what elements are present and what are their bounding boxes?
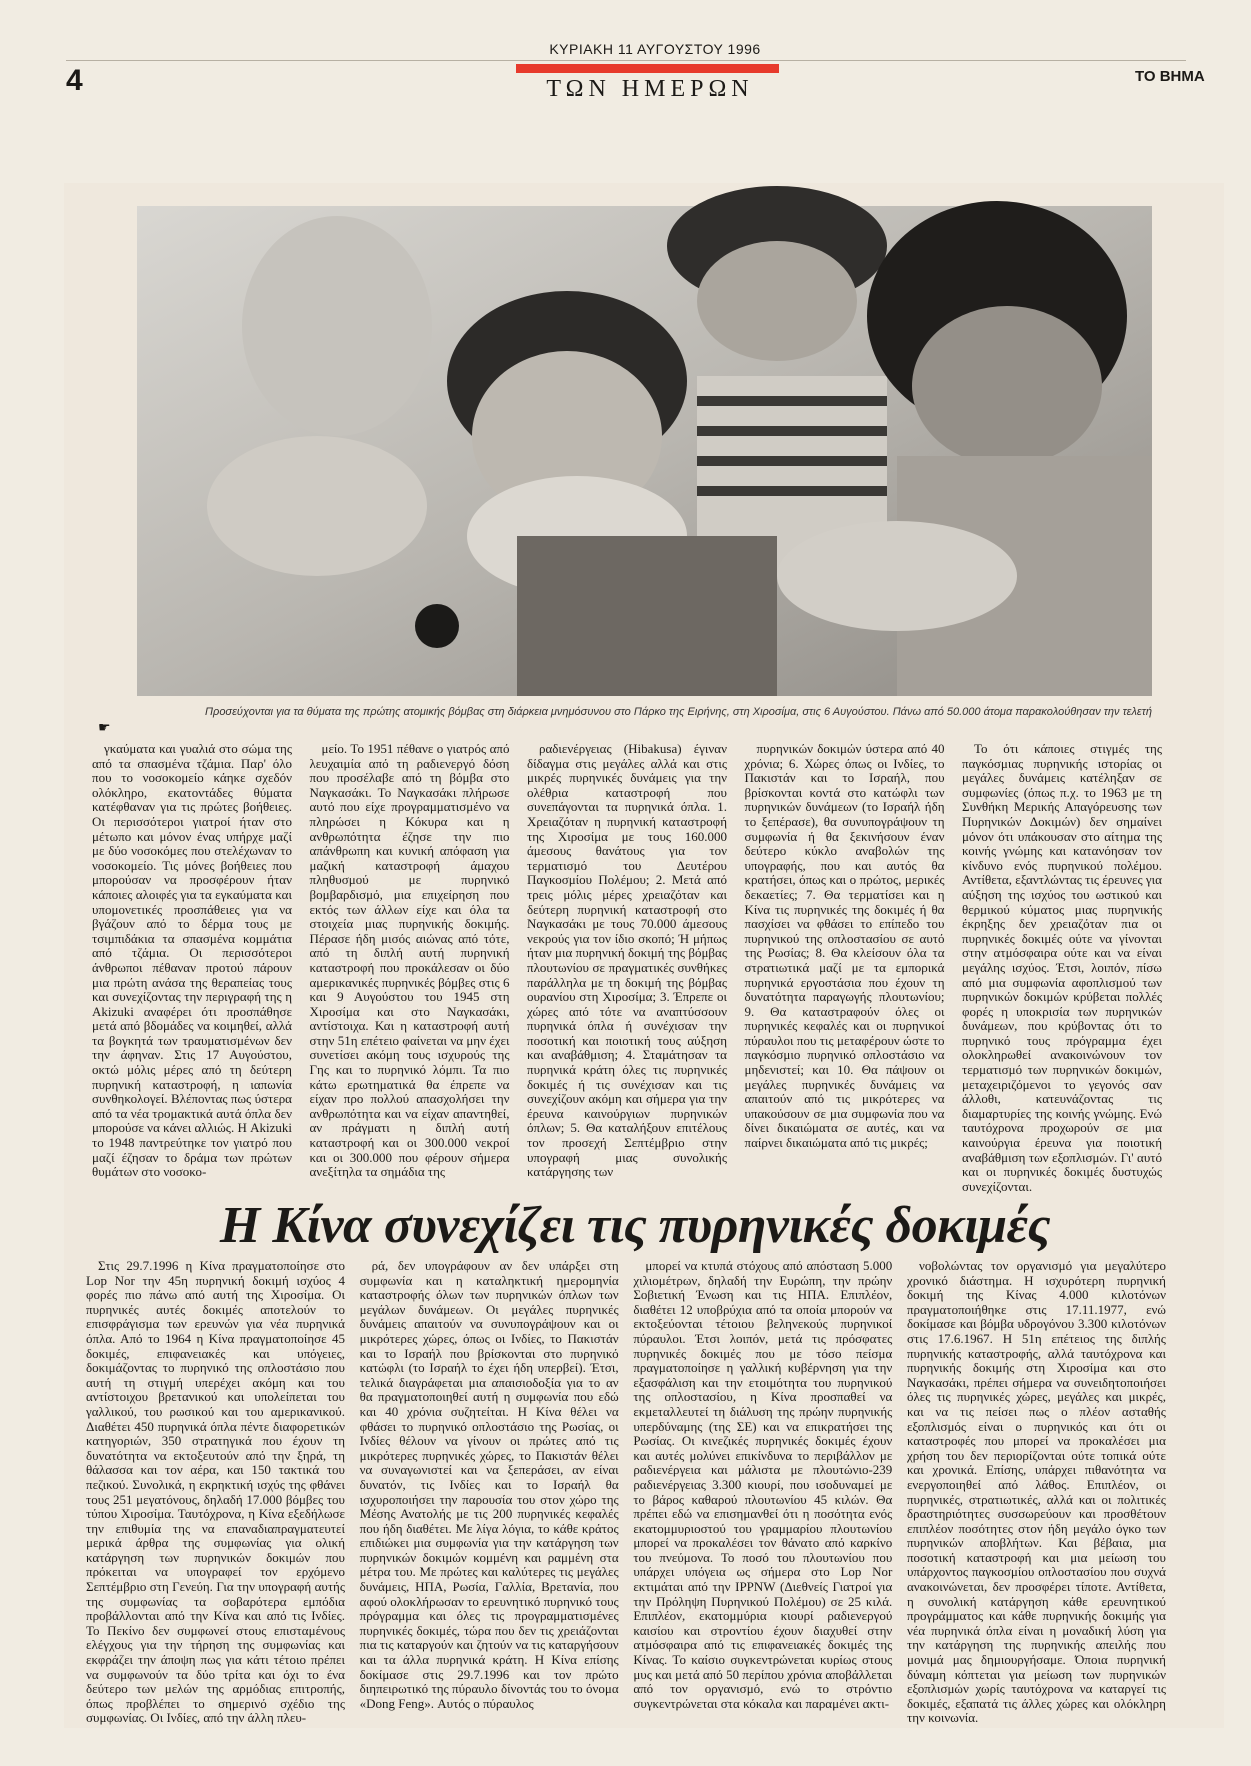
bottom-article-column [360,1259,619,1719]
column-text: γκαύματα και γυαλιά στο σώμα της από τα σπασμένα τζάμια. Παρ' όλο που το νοσοκομείο κάηκε σχεδόν ολόκληρο, εκατοντάδες θύματα κατέφθαναν για τις πρώτες βοήθειες. Οι περισσότεροι γιατροί ήταν στο μέτωπο και μόνον ένας υπήρχε μαζί με δύο νοσοκόμες που στελέχωναν το νοσοκομείο. Τις μόνες βοήθειες που μπορούσαν να προσφέρουν ήταν κάποιες αλοιφές για τα εγκαύματα και υπομονετικές προσπάθειες για να βγάζουν από το δέρμα τους με τσιμπιδάκια τα σπασμένα κομμάτια από τζάμια. Οι περισσότεροι άνθρωποι πέθαναν προτού πάρουν μια πρώτη ανάσα της θεραπείας τους και συνεχίζοντας την περιγραφή της η Akizuki αναφέρει ότι προσπάθησε μετά από βδομάδες να κοιμηθεί, αλλά τα βογκητά των τραυματισμένων δεν την άφηναν. Στις 17 Αυγούστου, οκτώ μόλις μέρες από τη δεύτερη πυρηνική καταστροφή, η ιαπωνία συνθηκολογεί. Βλέποντας πως ύστερα από τα νέα τρομακτικά αυτά όπλα δεν μπορούσε να κάνει αλλιώς. Η Akizuki το 1948 παντρεύτηκε τον γιατρό που μαζί έζησαν το δράμα των πρώτων θυμάτων στο νοσοκο- [92,741,292,1180]
issue-date: ΚΥΡΙΑΚΗ 11 ΑΥΓΟΥΣΤΟΥ 1996 [549,41,761,57]
top-article-column [527,742,727,1182]
column-text: Στις 29.7.1996 η Κίνα πραγματοποίησε στο Lop Nor την 45η πυρηνική δοκιμή ισχύος 4 φορές πιο πάνω από αυτή της Χιροσίμα. Οι πυρηνικές αυτές δοκιμές αποτελούν το επισφράγισμα των ερευνών για νέα πυρηνικά όπλα. Από το 1964 η Κίνα πραγματοποίησε 45 δοκιμές, επιφανειακές και υπόγειες, δοκιμάζοντας το πυρηνικό της οπλοστάσιο που αυτή τη στιγμή υπερέχει ακόμη και του αντίστοιχου βρετανικού και υπολείπεται του γαλλικού, του ρωσικού και του αμερικανικού. Διαθέτει 450 πυρηνικά όπλα πέντε διαφορετικών κατηγοριών, 350 στρατηγικά που έχουν τη δυνατότητα να εκτοξευτούν από την ξηρά, τη θάλασσα και τον αέρα, και 150 τακτικά του πεζικού. Συνολικά, η εκρηκτική ισχύς της φθάνει τους 251 μεγατόνους, δηλαδή 17.000 βόμβες του τύπου Χιροσίμα. Ταυτόχρονα, η Κίνα εξεδήλωσε την επιθυμία της να επαναδιαπραγματευτεί μερικά άρθρα της συμφωνίας για ολική κατάργηση των πυρηνικών δοκιμών που πρόκειται να υπογραφεί τον ερχόμενο Σεπτέμβριο στη Γενεύη. Για την υπογραφή αυτής της συμφωνίας τα σοβαρότερα εμπόδια προβάλλονται από την Κίνα και από τις Ινδίες. Το Πεκίνο δεν συμφωνεί στους επισταμένους ελέγχους για την τήρηση της συμφωνίας και εκφράζει την άποψη πως για κάτι τέτοιο πρέπει να συμφωνούν τα δύο τρίτα και όχι το ένα δεύτερο των μελών της αρμόδιας επιτροπής, όπως προβλέπει το σημερινό σχέδιο της συμφωνίας. Οι Ινδίες, από την άλλη πλευ- [86,1258,345,1726]
newspaper-logo: ΤΟ ΒΗΜΑ [1135,68,1205,85]
top-article [92,741,1162,1194]
top-article-column [962,741,1162,1194]
red-accent-bar [516,64,779,73]
photo-caption: Προσεύχονται για τα θύματα της πρώτης ατομικής βόμβας στη διάρκεια μνημόσυνου στο Πάρκο της Ειρήνης, στη Χιροσίμα, στις 6 Αυγούστου. Πάνω από 50.000 άτομα παρακολούθησαν την τελετή [205,706,1152,718]
masthead [0,0,1251,110]
column-text: νοβολώντας τον οργανισμό για μεγαλύτερο χρονικό διάστημα. Η ισχυρότερη πυρηνική δοκιμή της Κίνας 4.000 κιλοτόνων πραγματοποιήθηκε στις 17.11.1977, ενώ δοκίμασε και βόμβα υδρογόνου 3.300 κιλοτόνων στις 17.6.1967. Η 51η επέτειος της διπλής πυρηνικής καταστροφής, αλλά ταυτόχρονα και πυρηνικής δοκιμής στη Χιροσίμα και στο Ναγκασάκι, πρέπει σήμερα να συνειδητοποιήσει όλες τις πυρηνικές χώρες, μεγάλες και μικρές, και να τις πείσει πως ο πλέον ασταθής εξοπλισμός είναι ο πυρηνικός και ότι οι καταστροφές που μπορεί να προκαλέσει μια χρήση του δεν περιορίζονται ούτε τοπικά ούτε και χρονικά. Επίσης, υπάρχει πιθανότητα να ενεργοποιηθεί από λάθος. Επιπλέον, οι πυρηνικές, στρατιωτικές, αλλά και οι πολιτικές δραστηριότητες συσσωρεύουν και προσθέτουν επιπλέον ποσότητες στον ήδη μεγάλο όγκο των πυρηνικών αποβλήτων. Και βέβαια, μια ποσοτική καταστροφή και μια μείωση του υπάρχοντος παγκοσμίου οπλοστασίου που συχνά ανακοινώνεται, δεν προσφέρει τίποτε. Αντίθετα, η συνολική κατάργηση κάθε ερευνητικού προγράμματος και κάθε πυρηνικής δοκιμής για νέα πυρηνικά όπλα είναι η μοναδική λύση για την κατάργηση της πυρηνικής απειλής που μονιμά μας δημιουργήσαμε. Όποια πυρηνική δύναμη κόπτεται για μείωση των πυρηνικών εξοπλισμών χωρίς ταυτόχρονα να καταργεί τις δοκιμές, εξαπατά τις άλλες χώρες και ολόκληρη την κοινωνία. [906,1258,1166,1726]
column-text: πυρηνικών δοκιμών ύστερα από 40 χρόνια; 6. Χώρες όπως οι Ινδίες, το Πακιστάν και το Ισραήλ, που βρίσκονται κοντά στο κατώφλι των πυρηνικών δυνάμεων (το Ισραήλ ήδη το ξεπέρασε), θα συνυπογράψουν τη συμφωνία ή θα ξεκινήσουν έναν δεύτερο κύκλο αναβολών της υπογραφής, που και αυτός θα κρατήσει, όπως και ο πρώτος, μερικές δεκαετίες; 7. Θα τερματίσει και η Κίνα τις πυρηνικές της δοκιμές ή θα πασχίσει να φθάσει το επίπεδο του πυρηνικού της οπλοστασίου σε αυτό της Ρωσίας; 8. Θα κλείσουν όλα τα στρατιωτικά μαζί με τα εμπορικά πυρηνικά εργοστάσια που έχουν τη δυνατότητα παραγωγής πλουτωνίου; 9. Θα καταστραφούν όλες οι πυρηνικές κεφαλές και οι πυρηνικοί πύραυλοι που τις μεταφέρουν ώστε το παγκόσμιο πυρηνικό οπλοστάσιο να μηδενιστεί; και 10. Θα πάψουν οι μεγάλες πυρηνικές δυνάμεις να απαιτούν από τις μικρότερες να υπακούσουν σε μια συμφωνία που να δίνει δικαιώματα σε αυτές, και να παίρνει δικαιώματα από τις μικρές; [744,741,945,1151]
bottom-article-column [86,1258,345,1726]
praying-crowd-photo [137,206,1152,696]
column-text: μπορεί να κτυπά στόχους από απόσταση 5.000 χιλιομέτρων, δηλαδή την Ευρώπη, την πρώην Σοβιετική Ένωση και τις ΗΠΑ. Επιπλέον, διαθέτει 12 υποβρύχια από τα οποία μπορούν να εκτοξεύονται τέτοιου βεληνεκούς πυρηνικοί πύραυλοι. Έτσι λοιπόν, μετά τις πρόσφατες πυρηνικές δοκιμές που με τόσο πείσμα πραγματοποίησε η γαλλική κυβέρνηση για την εξασφάλιση και την ετοιμότητα του πυρηνικού της οπλοστασίου, η Κίνα προσπαθεί να εκμεταλλευτεί τη διάλυση της πρώην πυρηνικής υπερδύναμης (της ΣΕ) και να επικρατήσει της Ρωσίας. Οι κινεζικές πυρηνικές δοκιμές έχουν και αυτές μολύνει επικίνδυνα το περιβάλλον με ραδιενέργεια και μάλιστα με πλουτώνιο-239 ραδιενέργειας 3.300 κιουρί, που ισοδυναμεί με το βάρος καθαρού πλουτωνίου 45 κιλών. Θα πρέπει εδώ να επισημανθεί ότι η ποσότητα ενός εκατομμυριοστού του γραμμαρίου πλουτωνίου μπορεί να προκαλέσει τον θάνατο από καρκίνο του πνεύμονα. Το ποσό του πλουτωνίου που υπάρχει υπόγεια ως σήμερα στο Lop Nor εκτιμάται από την IPPNW (Διεθνείς Γιατροί για την Πρόληψη Πυρηνικού Πολέμου) σε 25 κιλά. Επιπλέον, εκατομμύρια κιουρί ραδιενεργού καισίου και στροντίου έχουν διαχυθεί στην ατμόσφαιρα από τις επιφανειακές δοκιμές της Κίνας. Το καίσιο συγκεντρώνεται κυρίως στους μυς και μετά από 50 περίπου χρόνια αποβάλλεται από τον οργανισμό, ενώ το στρόντιο συγκεντρώνεται στα κόκαλα και παραμένει ακτι- [633,1258,893,1711]
news-photo [137,206,1152,696]
caption-bullet: ☛ [98,721,111,736]
top-article-column [310,742,510,1182]
column-text: ραδιενέργειας (Hibakusa) έγιναν δίδαγμα στις μεγάλες αλλά και στις μικρές πυρηνικές δυνάμεις για την ολέθρια καταστροφή που συνεπάγονται τα πυρηνικά όπλα. 1. Χρειαζόταν η πυρηνική καταστροφή της Χιροσίμα με τους 160.000 άμεσους θανάτους για τον τερματισμό του Δευτέρου Παγκοσμίου Πολέμου; 2. Μετά από τρεις μόλις μέρες χρειαζόταν και δεύτερη πυρηνική καταστροφή στο Ναγκασάκι με τους 70.000 άμεσους νεκρούς για τον ίδιο σκοπό; Ή μήπως ήταν μια πυρηνική δοκιμή της βόμβας πλουτωνίου σε πραγματικές συνθήκες παράλληλα με τη δοκιμή της βόμβας ουρανίου στη Χιροσίμα; 3. Έπρεπε οι χώρες από τότε να αναπτύσσουν πυρηνικά όπλα ή συνέχισαν την ποσοτική και ποιοτική τους αύξηση και αναβάθμιση; 4. Σταμάτησαν τα πυρηνικά κράτη όλες τις πυρηνικές δοκιμές ή τις συνέχισαν και τις συνεχίζουν ακόμη και σήμερα για την έρευνα καινούργιων πυρηνικών όπλων; 5. Θα καταλήξουν επιτέλους τον προσεχή Σεπτέμβριο στην υπογραφή μιας συνολικής κατάργησης των [527,741,727,1180]
bottom-article-column [633,1259,892,1719]
article-headline: Η Κίνα συνεχίζει τις πυρηνικές δοκιμές [219,1197,1051,1254]
section-title: ΤΩΝ ΗΜΕΡΩΝ [546,76,754,102]
bottom-article [86,1258,1166,1726]
column-text: ρά, δεν υπογράφουν αν δεν υπάρξει στη συμφωνία και η καταληκτική ημερομηνία καταστροφής όλων των πυρηνικών όπλων των μεγάλων δυνάμεων. Οι μεγάλες πυρηνικές δυνάμεις απαιτούν να συνυπογράψουν και οι μικρότερες χώρες, όπως οι Ινδίες, το Πακιστάν και το Ισραήλ που βρίσκονται στο πυρηνικό κατώφλι (το Ισραήλ το έχει ήδη υπερβεί). Έτσι, τελικά διαγράφεται μια απαισιοδοξία για το αν θα πραγματοποιηθεί αυτή η συμφωνία που εδώ και 40 χρόνια συζητείται. Η Κίνα θέλει να φθάσει το πυρηνικό οπλοστάσιο της Ρωσίας, οι Ινδίες θέλουν να γίνουν οι πρώτες από τις μικρότερες πυρηνικές χώρες, το Πακιστάν θέλει να συναγωνιστεί και να ξεπεράσει, αν είναι δυνατόν, τις Ινδίες και το Ισραήλ θα ισχυροποιήσει την παρουσία του στον χώρο της Μέσης Ανατολής με τις 200 πυρηνικές κεφαλές που ήδη διαθέτει. Με λίγα λόγια, το κάθε κράτος επιδιώκει μια συμφωνία για την κατάργηση των πυρηνικών δοκιμών κομμένη και ραμμένη στα μέτρα του. Με πρώτες και καλύτερες τις μεγάλες δυνάμεις, ΗΠΑ, Ρωσία, Γαλλία, Βρετανία, που αφού ολοκλήρωσαν το ερευνητικό πυρηνικό τους πρόγραμμα και όλες τις προγραμματισμένες πυρηνικές δοκιμές, τώρα που δεν τις χρειάζονται πια τις καταργούν και ζητούν να τις καταργήσουν και τα άλλα πυρηνικά κράτη. Η Κίνα επίσης δοκίμασε στις 29.7.1996 και τον πρώτο διηπειρωτικό της πύραυλο δίνοντάς του το όνομα «Dong Feng». Αυτός ο πύραυλος [359,1258,619,1711]
page-number: 4 [66,64,83,97]
top-article-column [92,742,292,1182]
masthead-rule [66,60,1186,61]
column-text: μείο. Το 1951 πέθανε ο γιατρός από λευχαιμία από τη ραδιενεργό δόση που προσέλαβε από τη βόμβα στο Ναγκασάκι. Το Ναγκασάκι πλήρωσε αυτό που είχε προγραμματισμένο να πληρώσει η Κόκυρα και η ανθρωπότητα έζησε την πιο απάνθρωπη και κυνική απόφαση για μαζική καταστροφή άμαχου πληθυσμού με πυρηνικό βομβαρδισμό, μια επιχείρηση που εκτός των άλλων είχε και όλα τα στοιχεία μιας πυρηνικής δοκιμής. Πέρασε ήδη μισός αιώνας από τότε, από τη διπλή αυτή πυρηνική καταστροφή που προκάλεσαν οι δύο αμερικανικές πυρηνικές βόμβες στις 6 και 9 Αυγούστου του 1945 στη Χιροσίμα και στο Ναγκασάκι, αντίστοιχα. Και η καταστροφή αυτή στην 51η επέτειο φαίνεται να μην έχει συνετίσει ακόμη τους ισχυρούς της Γης και το πυρηνικό λόμπι. Τα πιο κάτω ερωτηματικά θα έπρεπε να είχαν προ πολλού απασχολήσει την ανθρωπότητα και να είχαν απαντηθεί, αν πράγματι η διπλή αυτή καταστροφή και οι 300.000 νεκροί και οι 300.000 που φέρουν σήμερα ανεξίτηλα τα σημάδια της [309,741,510,1180]
column-text: Το ότι κάποιες στιγμές της παγκόσμιας πυρηνικής ιστορίας οι μεγάλες δυνάμεις κατέληξαν σε συμφωνίες (όπως π.χ. το 1963 με τη Συνθήκη Μερικής Απαγόρευσης των Πυρηνικών Δοκιμών) δεν σημαίνει μόνον ότι υπάκουσαν στο αίτημα της κοινής γνώμης και κατανόησαν τον κίνδυνο ενός πυρηνικού πολέμου. Αντίθετα, εξαντλώντας τις έρευνες για αύξηση της ισχύος του ωστικού και θερμικού κύματος μιας πυρηνικής έκρηξης δεν χρειαζόταν πια οι πυρηνικές δοκιμές ούτε να γίνονται στην ατμόσφαιρα ούτε και να είναι μεγάλης ισχύος. Έτσι, λοιπόν, πίσω από μια συμφωνία αφοπλισμού των πυρηνικών δοκιμών κρύβεται πολλές φορές η υποκρισία των πυρηνικών δυνάμεων, που κρύβοντας ότι το πυρηνικό τους πρόγραμμα έχει ολοκληρωθεί ανακοινώνουν τον τερματισμό των πυρηνικών δοκιμών, μεταχειριζόμενοι το γεγονός σαν άλλοθι, κατευνάζοντας τις διαμαρτυρίες της κοινής γνώμης. Ενώ ταυτόχρονα προχωρούν σε μια καινούργια έρευνα για ποιοτική αναβάθμιση των εξοπλισμών. Γι' αυτό και οι πυρηνικές δοκιμές δυστυχώς συνεχίζονται. [962,741,1162,1194]
bottom-article-column [906,1258,1166,1726]
top-article-column [745,742,945,1182]
